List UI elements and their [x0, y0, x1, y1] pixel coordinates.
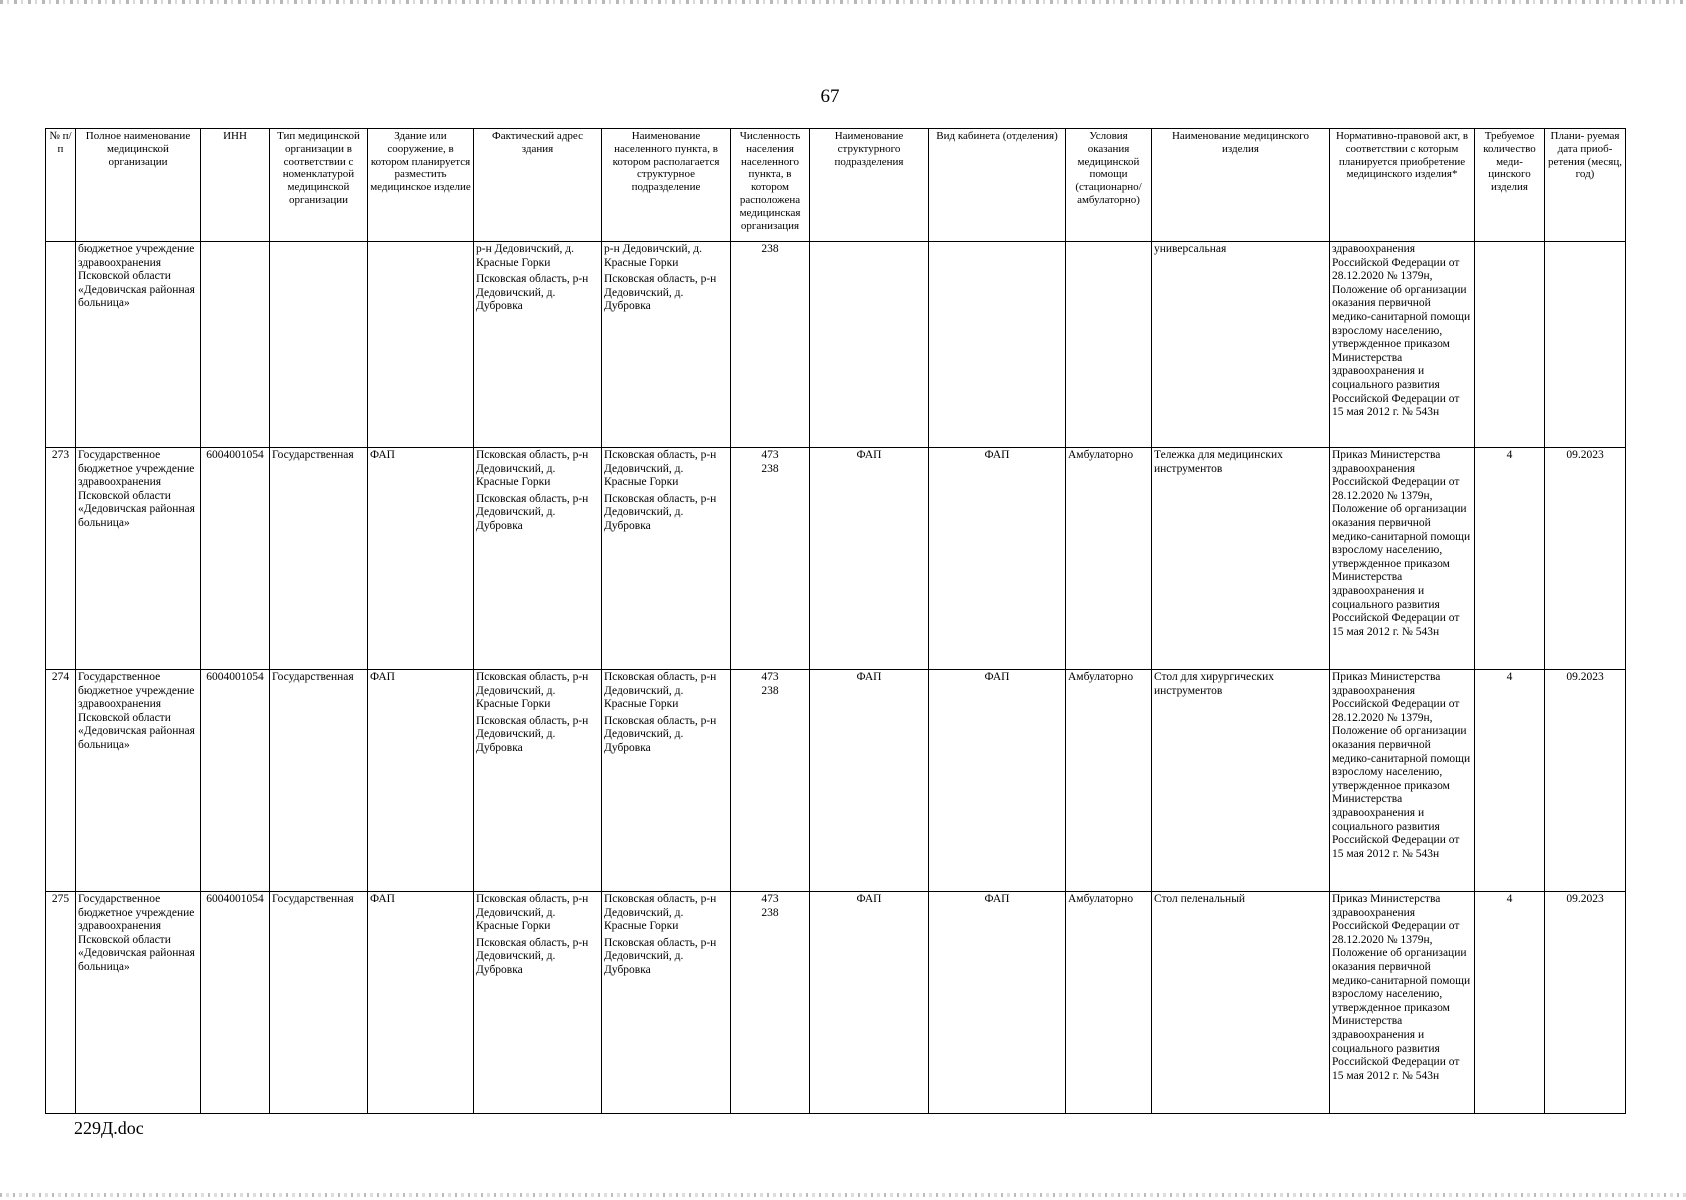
address-line: Псковская область, р-н Дедовичский, д. Дубровка [476, 714, 589, 754]
cell-unit: ФАП [810, 892, 929, 1114]
locality-line: Псковская область, р-н Дедовичский, д. Дубровка [604, 273, 717, 313]
cell-unit [810, 242, 929, 448]
cell-device: универсальная [1152, 242, 1330, 448]
population-value: 238 [761, 462, 779, 475]
cell-locality [602, 670, 731, 892]
locality-line: Псковская область, р-н Дедовичский, д. Красные Горки [604, 671, 717, 711]
cell-inn [201, 242, 270, 448]
cell-conditions: Амбулаторно [1066, 892, 1152, 1114]
col-header-address: Фактический адрес здания [474, 129, 602, 242]
cell-type [270, 242, 368, 448]
cell-building: ФАП [368, 448, 474, 670]
scan-edge-top [0, 0, 1686, 4]
cell-inn: 6004001054 [201, 892, 270, 1114]
cell-num: 274 [46, 670, 76, 892]
address-line: Псковская область, р-н Дедовичский, д. Дубровка [476, 936, 589, 976]
cell-num: 275 [46, 892, 76, 1114]
locality-line: Псковская область, р-н Дедовичский, д. Красные Горки [604, 893, 717, 933]
col-header-act: Нормативно-правовой акт, в соответствии с которым планируется приобретение медицинского изделия* [1330, 129, 1475, 242]
cell-conditions: Амбулаторно [1066, 670, 1152, 892]
cell-qty [1475, 242, 1545, 448]
cell-conditions: Амбулаторно [1066, 448, 1152, 670]
cell-address [474, 448, 602, 670]
col-header-population: Численность населения населенного пункта, в котором расположена медицинская организация [731, 129, 810, 242]
population-value: 238 [761, 906, 779, 919]
col-header-building: Здание или сооружение, в котором планируется разместить медицинское изделие [368, 129, 474, 242]
col-header-type: Тип медицинской организации в соответствии с номенклатурой медицинской организации [270, 129, 368, 242]
cell-qty: 4 [1475, 448, 1545, 670]
cell-act: здравоохранения Российской Федерации от 28.12.2020 № 1379н, Положение об организации оказания первичной медико-санитарной помощи взрослому населению, утвержденное приказом Министерства здравоохранения и социального развития Российской Федерации от 15 мая 2012 г. № 543н [1330, 242, 1475, 448]
cell-unit: ФАП [810, 448, 929, 670]
cell-cabinet: ФАП [929, 670, 1066, 892]
cell-org: Государственное бюджетное учреждение здравоохранения Псковской области «Дедовичская районная больница» [76, 448, 201, 670]
population-value: 473 [761, 893, 779, 905]
cell-locality [602, 448, 731, 670]
cell-population [731, 448, 810, 670]
cell-qty: 4 [1475, 892, 1545, 1114]
address-line: Псковская область, р-н Дедовичский, д. Красные Горки [476, 449, 589, 489]
cell-org: бюджетное учреждение здравоохранения Псковской области «Дедовичская районная больница» [76, 242, 201, 448]
address-line: Псковская область, р-н Дедовичский, д. Дубровка [476, 273, 589, 313]
cell-type: Государственная [270, 448, 368, 670]
cell-address [474, 242, 602, 448]
address-line: Псковская область, р-н Дедовичский, д. Красные Горки [476, 893, 589, 933]
cell-locality [602, 892, 731, 1114]
cell-device: Тележка для медицинских инструментов [1152, 448, 1330, 670]
population-value: 473 [761, 671, 779, 683]
cell-population [731, 892, 810, 1114]
col-header-cabinet: Вид кабинета (отделения) [929, 129, 1066, 242]
address-line: Псковская область, р-н Дедовичский, д. Дубровка [476, 492, 589, 532]
cell-org: Государственное бюджетное учреждение здравоохранения Псковской области «Дедовичская районная больница» [76, 670, 201, 892]
cell-locality [602, 242, 731, 448]
col-header-unit: Наименование структурного подразделения [810, 129, 929, 242]
cell-address [474, 670, 602, 892]
cell-type: Государственная [270, 670, 368, 892]
col-header-num: № п/п [46, 129, 76, 242]
cell-act: Приказ Министерства здравоохранения Российской Федерации от 28.12.2020 № 1379н, Положение об организации оказания первичной медико-санитарной помощи взрослому населению, утвержденное приказом Министерства здравоохранения и социального развития Российской Федерации от 15 мая 2012 г. № 543н [1330, 892, 1475, 1114]
page-number: 67 [820, 86, 840, 107]
cell-type: Государственная [270, 892, 368, 1114]
scan-edge-bottom [0, 1193, 1686, 1197]
col-header-org: Полное наименование медицинской организации [76, 129, 201, 242]
address-line: Псковская область, р-н Дедовичский, д. Красные Горки [476, 671, 589, 711]
cell-date: 09.2023 [1545, 892, 1626, 1114]
cell-conditions [1066, 242, 1152, 448]
population-value: 473 [761, 449, 779, 461]
table-row [46, 448, 1626, 670]
col-header-device: Наименование медицинского изделия [1152, 129, 1330, 242]
cell-population [731, 242, 810, 448]
cell-cabinet: ФАП [929, 892, 1066, 1114]
population-value: 238 [761, 243, 779, 255]
cell-address [474, 892, 602, 1114]
locality-line: р-н Дедовичский, д. Красные Горки [604, 243, 702, 269]
cell-num: 273 [46, 448, 76, 670]
table-row-continuation [46, 242, 1626, 448]
cell-date: 09.2023 [1545, 670, 1626, 892]
cell-building: ФАП [368, 670, 474, 892]
col-header-qty: Требуемое количество меди- цинского изделия [1475, 129, 1545, 242]
cell-date [1545, 242, 1626, 448]
cell-act: Приказ Министерства здравоохранения Российской Федерации от 28.12.2020 № 1379н, Положение об организации оказания первичной медико-санитарной помощи взрослому населению, утвержденное приказом Министерства здравоохранения и социального развития Российской Федерации от 15 мая 2012 г. № 543н [1330, 670, 1475, 892]
cell-inn: 6004001054 [201, 448, 270, 670]
cell-inn: 6004001054 [201, 670, 270, 892]
cell-date: 09.2023 [1545, 448, 1626, 670]
col-header-conditions: Условия оказания медицинской помощи (стационарно/ амбулаторно) [1066, 129, 1152, 242]
col-header-inn: ИНН [201, 129, 270, 242]
cell-org: Государственное бюджетное учреждение здравоохранения Псковской области «Дедовичская районная больница» [76, 892, 201, 1114]
cell-device: Стол пеленальный [1152, 892, 1330, 1114]
col-header-date: Плани- руемая дата приоб- ретения (месяц, год) [1545, 129, 1626, 242]
registry-table [45, 128, 1626, 1114]
cell-unit: ФАП [810, 670, 929, 892]
cell-num [46, 242, 76, 448]
cell-population [731, 670, 810, 892]
header-row [46, 129, 1626, 242]
cell-cabinet [929, 242, 1066, 448]
cell-qty: 4 [1475, 670, 1545, 892]
address-line: р-н Дедовичский, д. Красные Горки [476, 243, 574, 269]
cell-cabinet: ФАП [929, 448, 1066, 670]
table-row [46, 670, 1626, 892]
cell-device: Стол для хирургических инструментов [1152, 670, 1330, 892]
population-value: 238 [761, 684, 779, 697]
col-header-locality: Наименование населенного пункта, в котором располагается структурное подразделение [602, 129, 731, 242]
cell-act: Приказ Министерства здравоохранения Российской Федерации от 28.12.2020 № 1379н, Положение об организации оказания первичной медико-санитарной помощи взрослому населению, утвержденное приказом Министерства здравоохранения и социального развития Российской Федерации от 15 мая 2012 г. № 543н [1330, 448, 1475, 670]
locality-line: Псковская область, р-н Дедовичский, д. Дубровка [604, 714, 717, 754]
footer-file-name: 229Д.doc [74, 1118, 144, 1138]
cell-building [368, 242, 474, 448]
cell-building: ФАП [368, 892, 474, 1114]
locality-line: Псковская область, р-н Дедовичский, д. Дубровка [604, 936, 717, 976]
locality-line: Псковская область, р-н Дедовичский, д. Дубровка [604, 492, 717, 532]
table-row [46, 892, 1626, 1114]
locality-line: Псковская область, р-н Дедовичский, д. Красные Горки [604, 449, 717, 489]
